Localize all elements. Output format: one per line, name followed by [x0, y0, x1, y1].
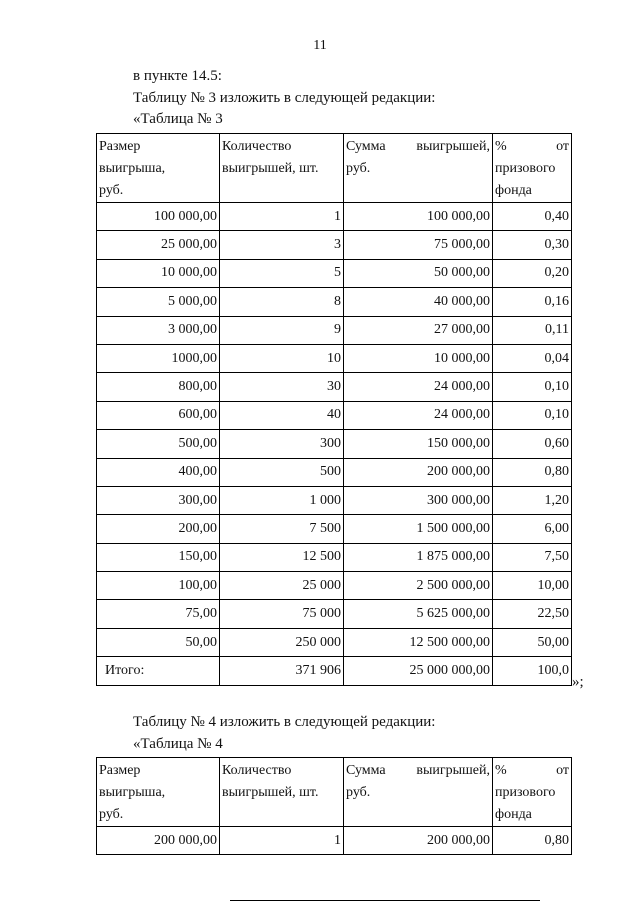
header-sum-line: [346, 136, 490, 158]
table-row: [97, 430, 572, 458]
cell-prize-pct: 22,50: [493, 600, 572, 628]
cell-prize-count: 8: [220, 288, 344, 316]
cell-prize-size: 25 000,00: [97, 231, 220, 259]
cell-prize-count: 5: [220, 259, 344, 287]
cell-prize-size: 50,00: [97, 628, 220, 656]
cell-prize-count: 40: [220, 401, 344, 429]
header-sum: [344, 758, 493, 827]
header-pct-word: %: [495, 763, 507, 778]
cell-prize-count: 10: [220, 344, 344, 372]
cell-prize-sum: 24 000,00: [344, 373, 493, 401]
cell-prize-count: 3: [220, 231, 344, 259]
prize-table-3-body: [97, 134, 572, 686]
cell-prize-size: 800,00: [97, 373, 220, 401]
cell-prize-size: 100,00: [97, 572, 220, 600]
cell-prize-pct: 0,60: [493, 430, 572, 458]
cell-prize-size: 10 000,00: [97, 259, 220, 287]
header-pct: [493, 134, 572, 203]
table-total-row: [97, 657, 572, 685]
cell-prize-sum: 150 000,00: [344, 430, 493, 458]
cell-prize-size: 600,00: [97, 401, 220, 429]
table-row: [97, 572, 572, 600]
cell-prize-size: 400,00: [97, 458, 220, 486]
total-sum: 25 000 000,00: [344, 657, 493, 685]
cell-prize-sum: 10 000,00: [344, 344, 493, 372]
table-row: [97, 316, 572, 344]
cell-prize-sum: 40 000,00: [344, 288, 493, 316]
cell-prize-pct: 0,16: [493, 288, 572, 316]
total-pct: 100,0: [493, 657, 572, 685]
header-sum-word: Сумма: [346, 763, 386, 778]
cell-prize-pct: 10,00: [493, 572, 572, 600]
header-pct: [493, 758, 572, 827]
table-row: [97, 458, 572, 486]
table-row: [97, 827, 572, 855]
header-pct-word: от: [556, 763, 569, 778]
header-pct-word: от: [556, 139, 569, 154]
cell-prize-sum: 1 500 000,00: [344, 515, 493, 543]
page-bottom-rule: [230, 900, 540, 901]
table-row: [97, 401, 572, 429]
header-count-line: выигрышей, шт.: [222, 161, 319, 176]
cell-prize-sum: 5 625 000,00: [344, 600, 493, 628]
table-row: [97, 515, 572, 543]
header-count: [220, 758, 344, 827]
cell-prize-sum: 12 500 000,00: [344, 628, 493, 656]
header-size-line: Размер: [99, 763, 141, 778]
cell-prize-pct: 0,10: [493, 373, 572, 401]
cell-prize-size: 300,00: [97, 486, 220, 514]
header-size-line: выигрыша,: [99, 161, 166, 176]
table3-instruction: Таблицу № 3 изложить в следующей редакции:: [133, 90, 436, 106]
header-sum-line: [346, 760, 490, 782]
cell-prize-sum: 1 875 000,00: [344, 543, 493, 571]
header-count-line: Количество: [222, 139, 292, 154]
cell-prize-pct: 0,80: [493, 827, 572, 855]
prize-table-4: [96, 757, 572, 855]
header-sum: [344, 134, 493, 203]
cell-prize-count: 30: [220, 373, 344, 401]
total-count: 371 906: [220, 657, 344, 685]
prize-table-3: [96, 133, 572, 686]
cell-prize-pct: 50,00: [493, 628, 572, 656]
cell-prize-count: 250 000: [220, 628, 344, 656]
cell-prize-sum: 200 000,00: [344, 827, 493, 855]
cell-prize-count: 7 500: [220, 515, 344, 543]
page-number: 11: [313, 38, 327, 53]
header-count: [220, 134, 344, 203]
cell-prize-size: 150,00: [97, 543, 220, 571]
header-sum-word: выигрышей,: [416, 763, 490, 778]
cell-prize-size: 200 000,00: [97, 827, 220, 855]
table-row: [97, 486, 572, 514]
cell-prize-size: 1000,00: [97, 344, 220, 372]
cell-prize-pct: 0,40: [493, 203, 572, 231]
cell-prize-size: 200,00: [97, 515, 220, 543]
header-sum-line: руб.: [346, 785, 371, 800]
cell-prize-pct: 7,50: [493, 543, 572, 571]
cell-prize-sum: 27 000,00: [344, 316, 493, 344]
cell-prize-pct: 0,11: [493, 316, 572, 344]
cell-prize-count: 1 000: [220, 486, 344, 514]
cell-prize-size: 75,00: [97, 600, 220, 628]
table-row: [97, 259, 572, 287]
table-header-row: [97, 758, 572, 827]
table4-instruction: Таблицу № 4 изложить в следующей редакции:: [133, 714, 436, 730]
cell-prize-sum: 2 500 000,00: [344, 572, 493, 600]
cell-prize-pct: 0,04: [493, 344, 572, 372]
header-pct-line: фонда: [495, 183, 532, 198]
cell-prize-size: 5 000,00: [97, 288, 220, 316]
cell-prize-size: 3 000,00: [97, 316, 220, 344]
cell-prize-size: 100 000,00: [97, 203, 220, 231]
cell-prize-count: 1: [220, 827, 344, 855]
prize-table-4-body: [97, 758, 572, 855]
header-pct-line: призового: [495, 161, 556, 176]
cell-prize-count: 25 000: [220, 572, 344, 600]
header-pct-line: [495, 760, 569, 782]
header-size-line: руб.: [99, 183, 124, 198]
total-label: Итого:: [97, 657, 220, 685]
table3-closing-mark: »;: [572, 674, 584, 690]
table-row: [97, 344, 572, 372]
cell-prize-sum: 200 000,00: [344, 458, 493, 486]
header-size-line: выигрыша,: [99, 785, 166, 800]
header-size: [97, 758, 220, 827]
cell-prize-sum: 100 000,00: [344, 203, 493, 231]
table-row: [97, 203, 572, 231]
header-size-line: руб.: [99, 807, 124, 822]
table-row: [97, 600, 572, 628]
cell-prize-pct: 0,80: [493, 458, 572, 486]
table-row: [97, 288, 572, 316]
header-count-line: Количество: [222, 763, 292, 778]
cell-prize-count: 75 000: [220, 600, 344, 628]
cell-prize-count: 500: [220, 458, 344, 486]
header-sum-word: выигрышей,: [416, 139, 490, 154]
table-header-row: [97, 134, 572, 203]
cell-prize-pct: 0,30: [493, 231, 572, 259]
header-pct-line: призового: [495, 785, 556, 800]
cell-prize-size: 500,00: [97, 430, 220, 458]
header-pct-word: %: [495, 139, 507, 154]
cell-prize-sum: 300 000,00: [344, 486, 493, 514]
table-row: [97, 543, 572, 571]
cell-prize-count: 300: [220, 430, 344, 458]
cell-prize-sum: 75 000,00: [344, 231, 493, 259]
header-count-line: выигрышей, шт.: [222, 785, 319, 800]
header-sum-line: руб.: [346, 161, 371, 176]
cell-prize-pct: 0,20: [493, 259, 572, 287]
table4-caption: «Таблица № 4: [133, 736, 223, 752]
table3-caption: «Таблица № 3: [133, 111, 223, 127]
cell-prize-count: 12 500: [220, 543, 344, 571]
table-row: [97, 231, 572, 259]
cell-prize-pct: 0,10: [493, 401, 572, 429]
header-size-line: Размер: [99, 139, 141, 154]
table-row: [97, 373, 572, 401]
cell-prize-sum: 50 000,00: [344, 259, 493, 287]
table-row: [97, 628, 572, 656]
cell-prize-count: 1: [220, 203, 344, 231]
cell-prize-pct: 6,00: [493, 515, 572, 543]
header-sum-word: Сумма: [346, 139, 386, 154]
header-pct-line: [495, 136, 569, 158]
header-pct-line: фонда: [495, 807, 532, 822]
amendment-point: в пункте 14.5:: [133, 68, 222, 84]
cell-prize-pct: 1,20: [493, 486, 572, 514]
header-size: [97, 134, 220, 203]
cell-prize-count: 9: [220, 316, 344, 344]
cell-prize-sum: 24 000,00: [344, 401, 493, 429]
